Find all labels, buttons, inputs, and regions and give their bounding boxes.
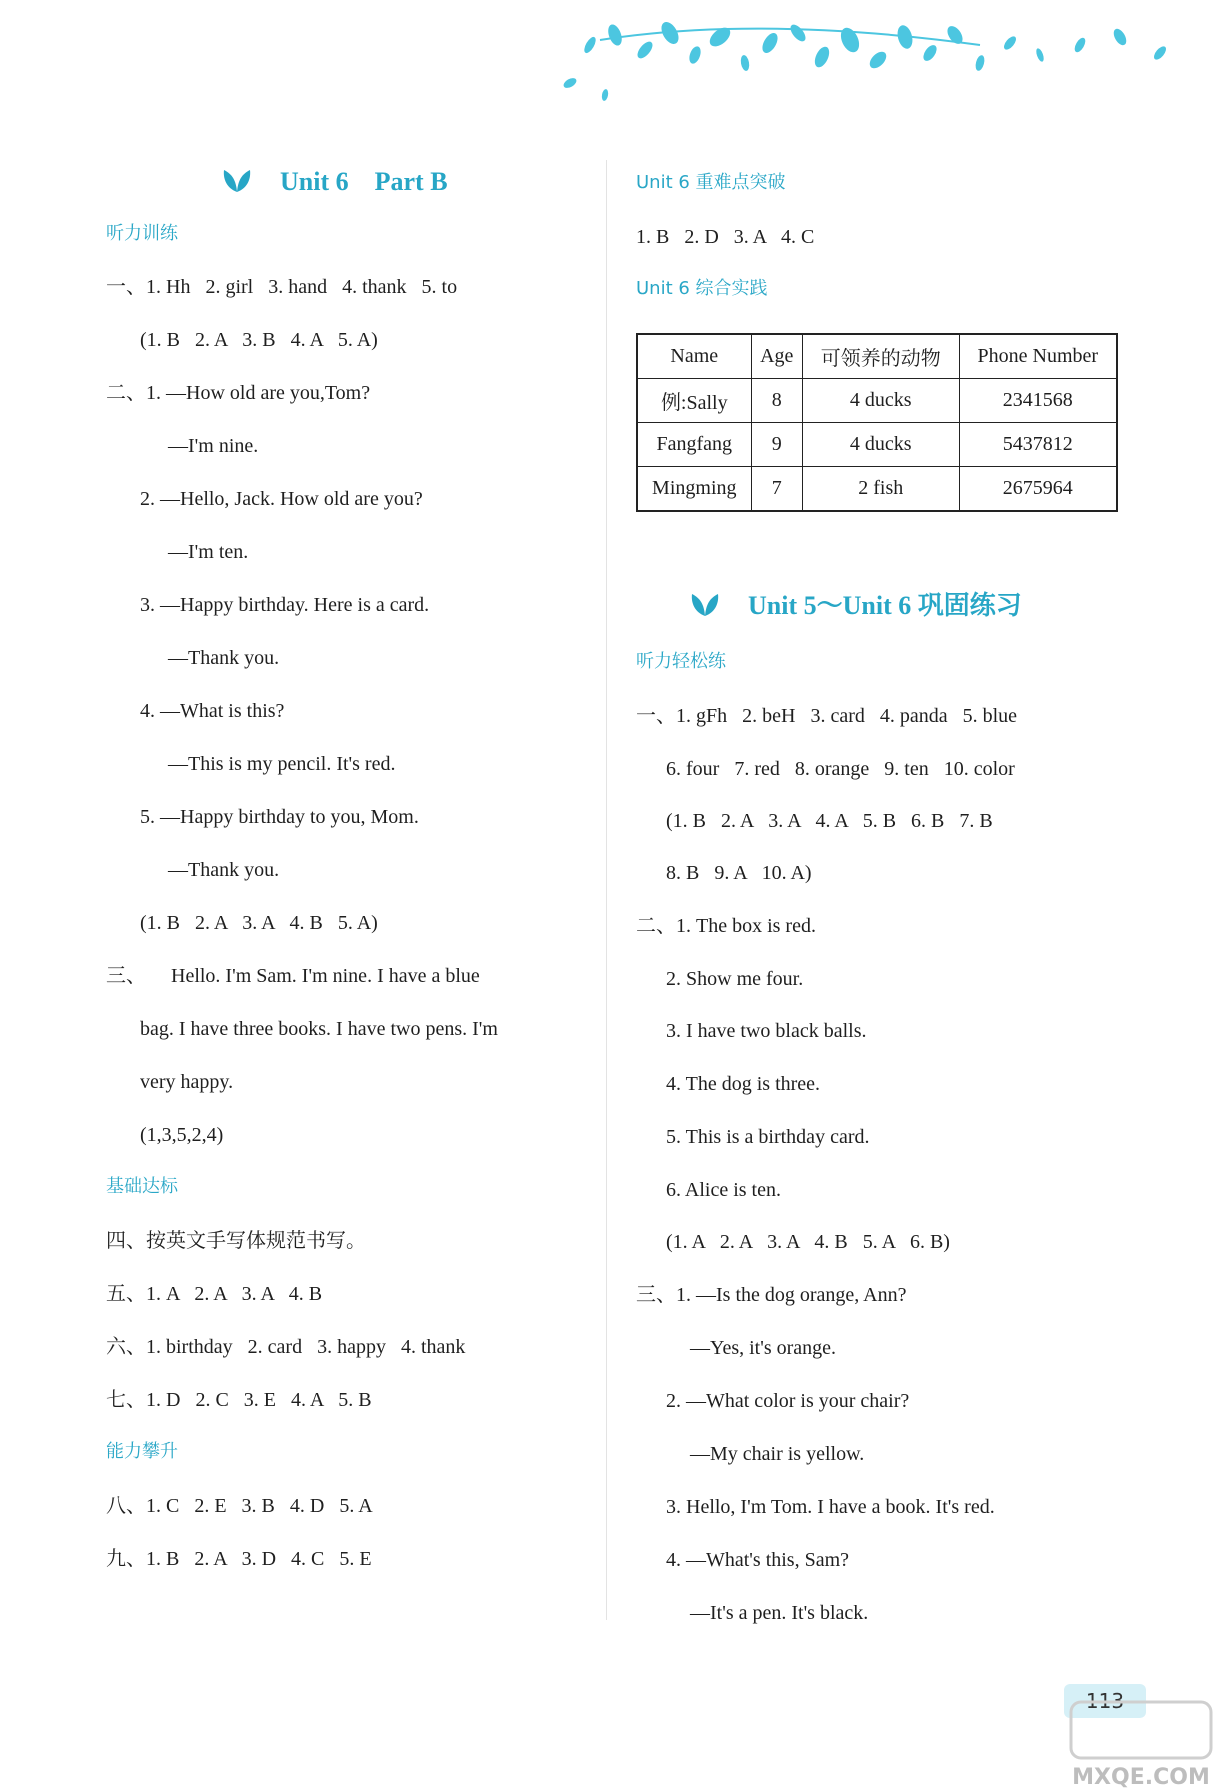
header-cell: Phone Number [959,334,1117,379]
table-cell: 例:Sally [637,379,751,423]
answer-line: —This is my pencil. It's red. [168,753,396,775]
answer-line: very happy. [140,1071,234,1093]
answer-line: 一、1. gFh 2. beH 3. card 4. panda 5. blue [636,705,1018,727]
watermark [1065,1700,1217,1790]
answer-line: 四、按英文手写体规范书写。 [106,1230,366,1252]
table-cell: 8 [751,379,802,423]
answer-line: —I'm ten. [168,541,249,563]
answer-line: bag. I have three books. I have two pens. I'm [140,1018,498,1040]
answer-line: —Thank you. [168,647,280,669]
answer-line: 4. —What is this? [140,700,285,722]
header-cell: Age [751,334,802,379]
answer-line: 5. This is a birthday card. [666,1126,870,1148]
header-cell: 可领养的动物 [802,334,959,379]
section-easy-listening: 听力轻松练 [636,651,726,672]
answer-line: 六、1. birthday 2. card 3. happy 4. thank [106,1336,466,1358]
column-divider [606,160,607,1620]
table-cell: 2341568 [959,379,1117,423]
section-ability: 能力攀升 [106,1441,178,1462]
table-row [637,423,1117,467]
answer-line: 2. Show me four. [666,968,804,990]
leaf-icon [222,168,252,194]
answer-line: —It's a pen. It's black. [690,1602,869,1624]
title-text: Unit 6 Part B [280,167,448,196]
page-number: 113 [1064,1684,1146,1718]
table-cell: 2675964 [959,467,1117,512]
header-cell: Name [637,334,751,379]
answer-line: (1. B 2. A 3. A 4. A 5. B 6. B 7. B [666,810,993,832]
table-cell: 4 ducks [802,379,959,423]
answer-line: 5. —Happy birthday to you, Mom. [140,806,419,828]
answer-line: 1. B 2. D 3. A 4. C [636,226,815,248]
section-basic: 基础达标 [106,1176,178,1197]
answer-line: 2. —What color is your chair? [666,1390,910,1412]
table-cell: 4 ducks [802,423,959,467]
section-key-points: Unit 6 重难点突破 [636,172,786,193]
answer-line: 3. —Happy birthday. Here is a card. [140,594,430,616]
answer-line: 8. B 9. A 10. A) [666,862,812,884]
table-cell: 2 fish [802,467,959,512]
answer-line: 4. The dog is three. [666,1073,821,1095]
answer-line: —My chair is yellow. [690,1443,865,1465]
answer-line: 3. Hello, I'm Tom. I have a book. It's red. [666,1496,995,1518]
answer-line: 一、1. Hh 2. girl 3. hand 4. thank 5. to [106,276,458,298]
answer-line: 二、1. The box is red. [636,915,816,937]
answer-line: (1,3,5,2,4) [140,1124,224,1146]
answer-line: 三、 Hello. I'm Sam. I'm nine. I have a blue [106,965,480,987]
leaf-decoration [560,15,1200,125]
answer-line: 五、1. A 2. A 3. A 4. B [106,1283,323,1305]
table-cell: 7 [751,467,802,512]
section-listening: 听力训练 [106,223,178,244]
section-practice: Unit 6 综合实践 [636,278,768,299]
answer-line: 2. —Hello, Jack. How old are you? [140,488,423,510]
table-cell: Mingming [637,467,751,512]
table-cell: Fangfang [637,423,751,467]
title-text: Unit 5～Unit 6 巩固练习 [748,591,1022,620]
table-cell: 5437812 [959,423,1117,467]
answer-line: 三、1. —Is the dog orange, Ann? [636,1284,907,1306]
answer-line: 3. I have two black balls. [666,1020,867,1042]
adoption-table [636,333,1118,512]
table-header-row [637,334,1117,379]
answer-line: —Yes, it's orange. [690,1337,837,1359]
answer-line: 6. Alice is ten. [666,1179,781,1201]
table-cell: 9 [751,423,802,467]
answer-line: (1. B 2. A 3. A 4. B 5. A) [140,912,378,934]
answer-line: 4. —What's this, Sam? [666,1549,850,1571]
answer-line: 七、1. D 2. C 3. E 4. A 5. B [106,1389,372,1411]
answer-line: (1. A 2. A 3. A 4. B 5. A 6. B) [666,1231,950,1253]
unit5-6-review-title [690,590,1022,622]
answer-line: (1. B 2. A 3. B 4. A 5. A) [140,329,378,351]
answer-line: —Thank you. [168,859,280,881]
answer-line: 6. four 7. red 8. orange 9. ten 10. color [666,758,1015,780]
leaf-icon [690,592,720,618]
answer-line: —I'm nine. [168,435,259,457]
answer-line: 八、1. C 2. E 3. B 4. D 5. A [106,1495,373,1517]
table-row [637,379,1117,423]
answer-line: 二、1. —How old are you,Tom? [106,382,371,404]
table-row [637,467,1117,512]
unit6-partb-title [222,166,448,198]
watermark-text: MXQE.COM [1072,1765,1210,1790]
answer-line: 九、1. B 2. A 3. D 4. C 5. E [106,1548,372,1570]
